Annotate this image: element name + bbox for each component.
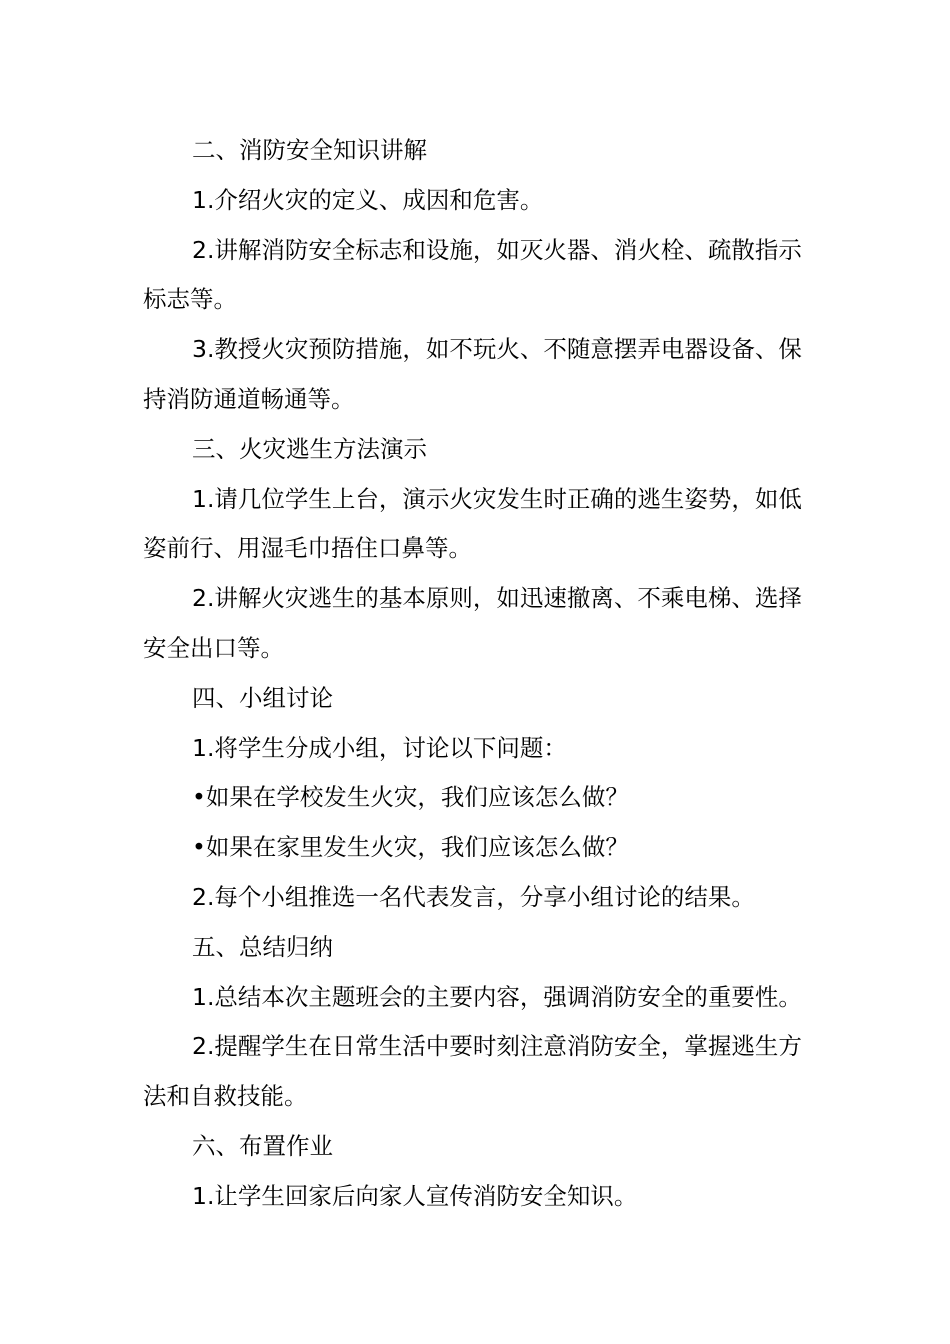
list-item: 2.提醒学生在日常生活中要时刻注意消防安全，掌握逃生方法和自救技能。 <box>143 1032 802 1111</box>
list-item: 2.每个小组推选一名代表发言，分享小组讨论的结果。 <box>192 882 755 911</box>
document-body <box>143 126 803 1222</box>
section-heading: 六、布置作业 <box>192 1131 333 1160</box>
list-item: 3.教授火灾预防措施，如不玩火、不随意摆弄电器设备、保持消防通道畅通等。 <box>143 335 802 413</box>
section-heading: 四、小组讨论 <box>192 683 333 712</box>
section-heading: 二、消防安全知识讲解 <box>192 136 427 164</box>
list-item: 1.让学生回家后向家人宣传消防安全知识。 <box>192 1181 638 1210</box>
list-item: 1.介绍火灾的定义、成因和危害。 <box>192 185 544 214</box>
bullet-item: •如果在家里发生火灾，我们应该怎么做？ <box>192 833 629 862</box>
bullet-item: •如果在学校发生火灾，我们应该怎么做？ <box>192 783 629 812</box>
list-item: 1.将学生分成小组，讨论以下问题： <box>192 733 567 762</box>
list-item: 2.讲解火灾逃生的基本原则，如迅速撤离、不乘电梯、选择安全出口等。 <box>143 584 802 662</box>
list-item: 1.请几位学生上台，演示火灾发生时正确的逃生姿势，如低姿前行、用湿毛巾捂住口鼻等。 <box>143 484 802 563</box>
section-heading: 五、总结归纳 <box>192 932 333 961</box>
list-item: 2.讲解消防安全标志和设施，如灭火器、消火栓、疏散指示标志等。 <box>143 235 802 314</box>
list-item: 1.总结本次主题班会的主要内容，强调消防安全的重要性。 <box>192 982 802 1011</box>
section-heading: 三、火灾逃生方法演示 <box>192 434 427 463</box>
